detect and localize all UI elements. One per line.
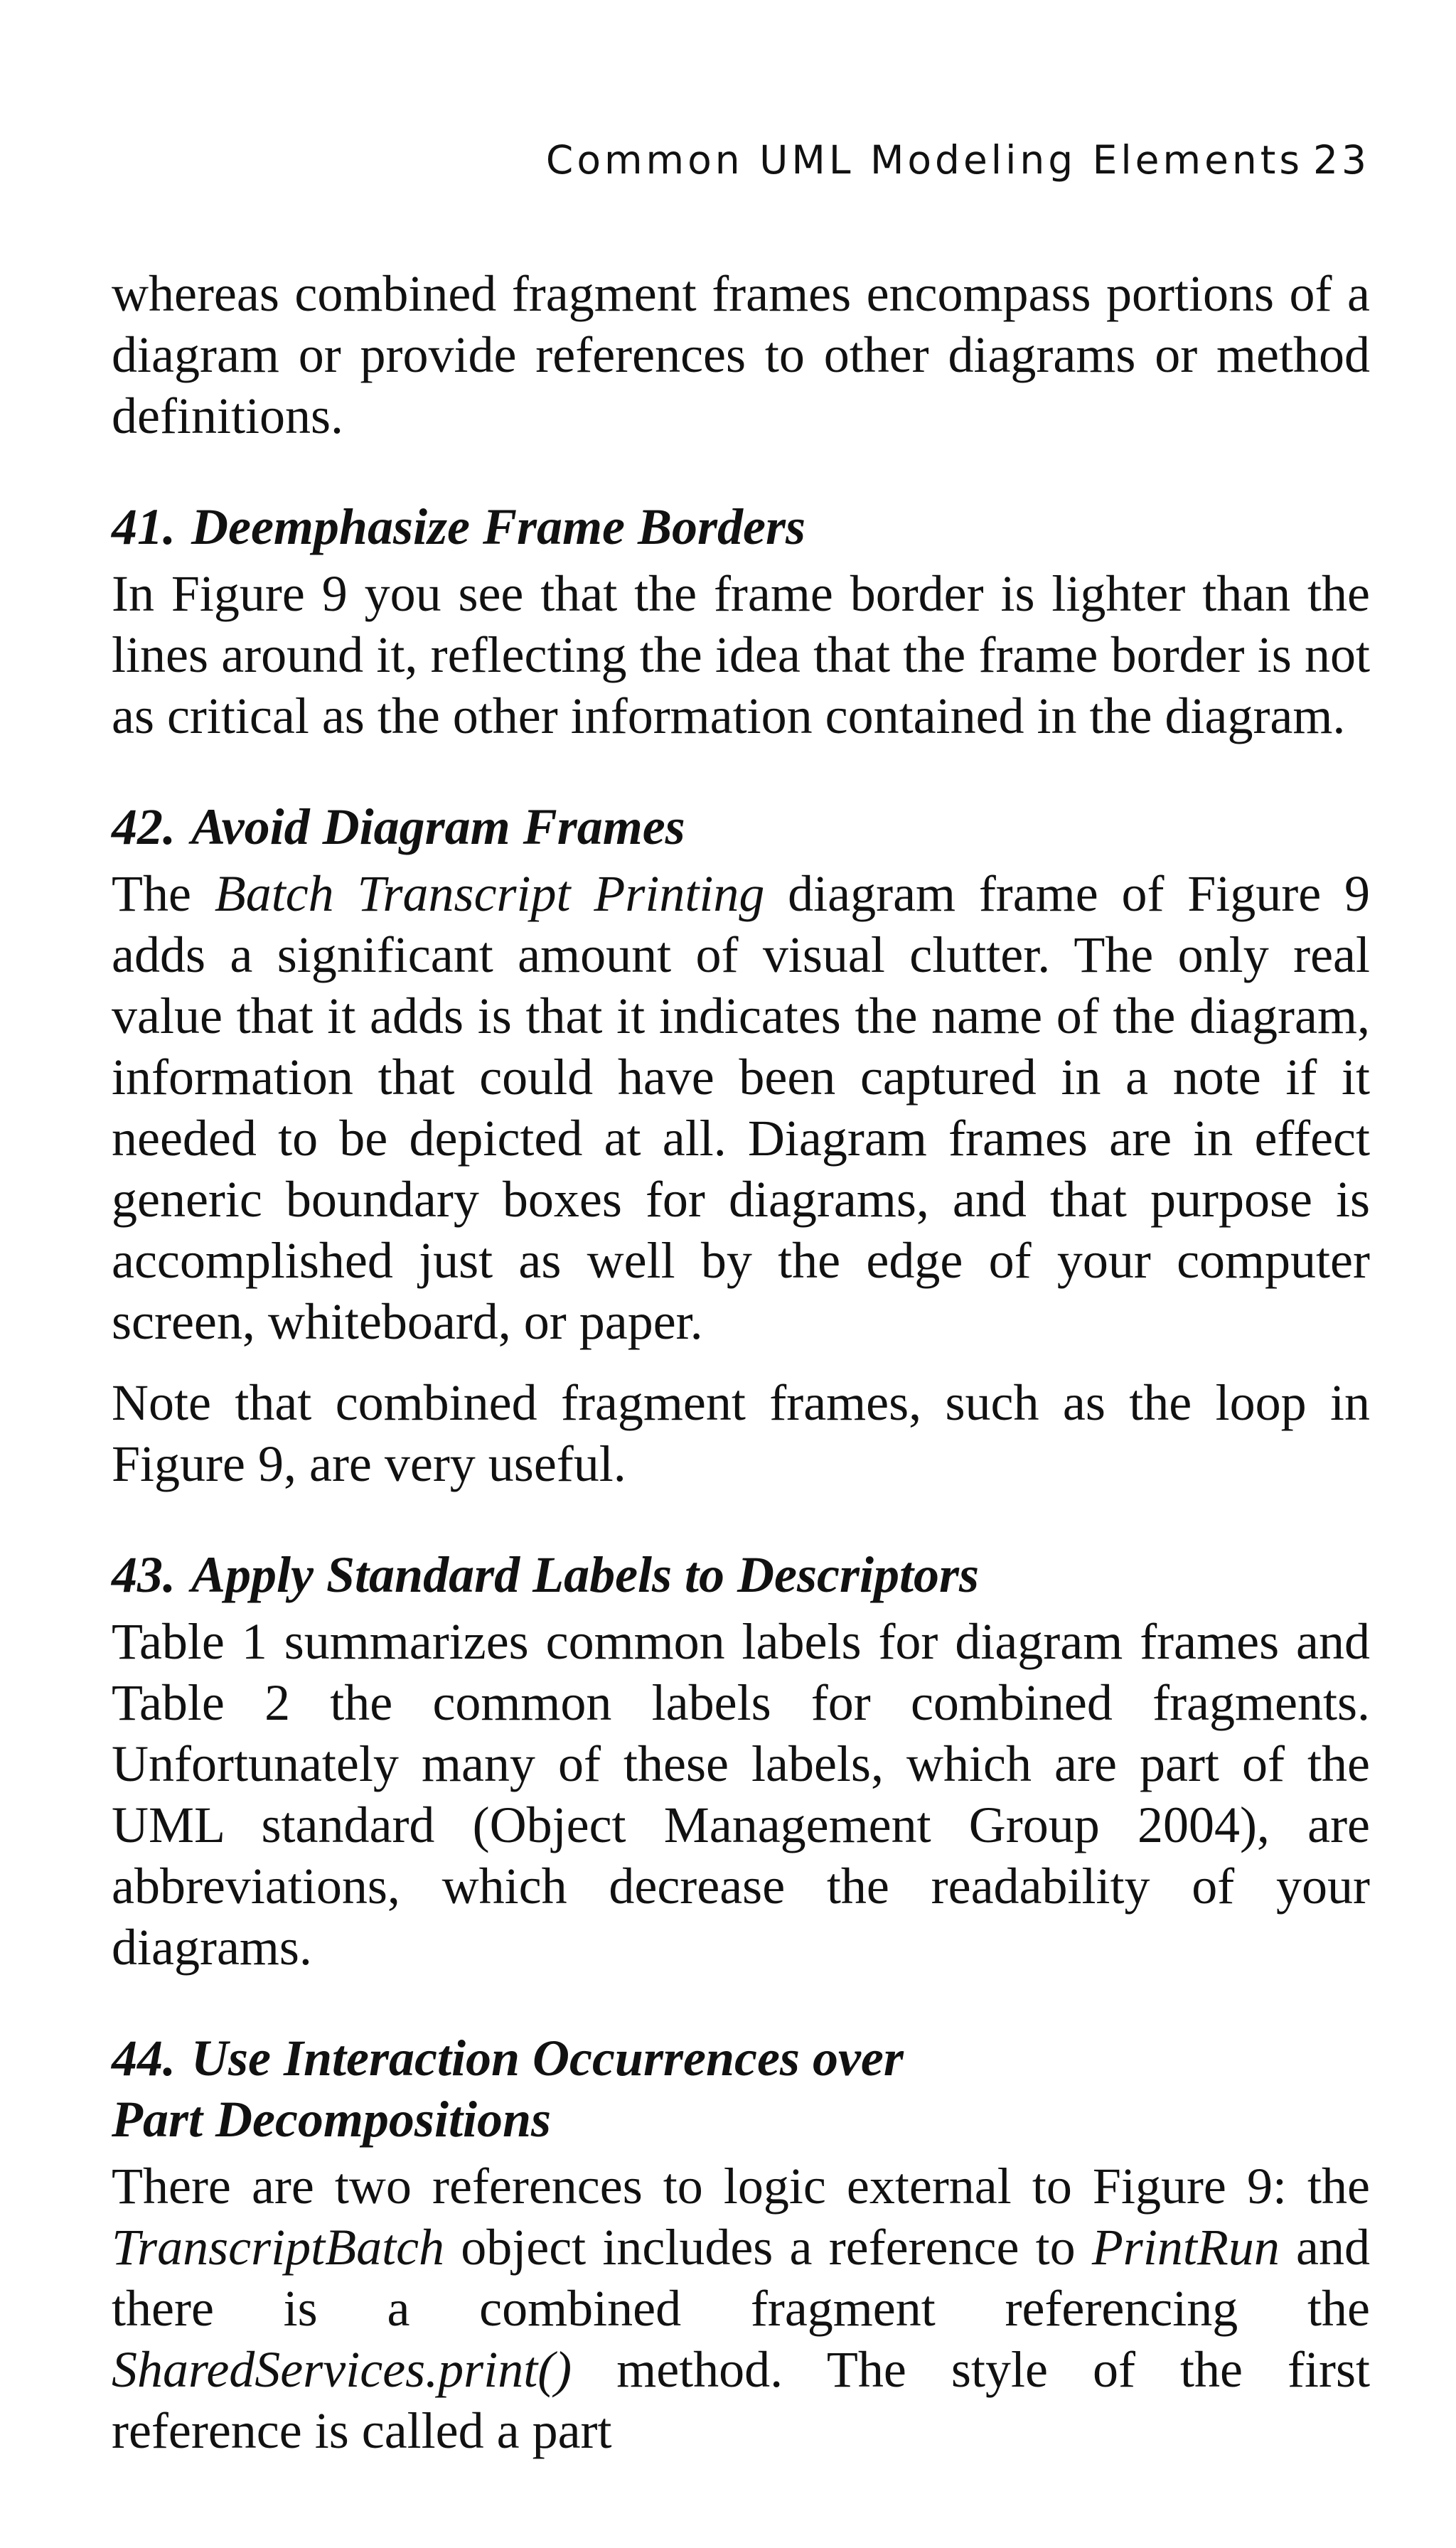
section-number: 44. <box>112 2030 176 2087</box>
section-44-paragraph <box>112 2156 1370 2461</box>
section-heading-44 <box>112 2028 1370 2150</box>
section-heading-43 <box>112 1544 1370 1605</box>
text-run: method. The style of the first reference is called a part <box>112 2341 1370 2459</box>
italic-diagram-name: Batch Transcript Printing <box>214 865 765 922</box>
section-title: Deemphasize Frame Borders <box>191 498 805 555</box>
section-number: 41. <box>112 498 176 555</box>
section-43-paragraph: Table 1 summarizes common labels for diagram frames and Table 2 the common labels for combined fragments. Unfortunately many of these labels, which are part of the UML standard (Object Management Group 2004), are abbreviations, which decrease the readability of your diagrams. <box>112 1613 1370 1976</box>
running-head <box>545 137 1370 183</box>
section-42-paragraph-2: Note that combined fragment frames, such as the loop in Figure 9, are very useful. <box>112 1374 1370 1492</box>
running-title: Common UML Modeling Elements <box>545 137 1303 183</box>
section-42-paragraph-1 <box>112 863 1370 1352</box>
text-run: object includes a reference to <box>444 2219 1092 2276</box>
section-heading-42 <box>112 796 1370 857</box>
section-title-line-2: Part Decompositions <box>112 2091 552 2148</box>
section-title: Avoid Diagram Frames <box>191 798 685 855</box>
section-41-paragraph: In Figure 9 you see that the frame border is lighter than the lines around it, reflecting the idea that the frame border is not as critical as the other information contained in the diagram. <box>112 565 1370 744</box>
section-title: Apply Standard Labels to Descriptors <box>191 1546 980 1603</box>
body-text <box>112 263 1370 2481</box>
text-run: and there is a combined fragment referencing the <box>112 2219 1370 2337</box>
section-title-line-1: Use Interaction Occurrences over <box>191 2030 904 2087</box>
italic-method-name: SharedServices.print() <box>112 2341 572 2398</box>
section-heading-41 <box>112 496 1370 557</box>
italic-object-name: PrintRun <box>1091 2219 1280 2276</box>
section-number: 43. <box>112 1546 176 1603</box>
book-page <box>112 0 1370 2548</box>
text-run: The <box>112 865 215 922</box>
text-run: There are two references to logic external to Figure 9: the <box>112 2158 1370 2215</box>
text-run: diagram frame of Figure 9 adds a significant amount of visual clutter. The only real value that it adds is that it indicates the name of the diagram, information that could have been captured in a note if it needed to be depicted at all. Diagram frames are in effect generic boundary boxes for diagrams, and that purpose is accomplished just as well by the edge of your computer screen, whiteboard, or paper. <box>112 865 1371 1350</box>
italic-object-name: TranscriptBatch <box>112 2219 445 2276</box>
section-number: 42. <box>112 798 176 855</box>
intro-paragraph: whereas combined fragment frames encompass portions of a diagram or provide references to other diagrams or method definitions. <box>112 265 1370 444</box>
page-number: 23 <box>1313 137 1370 183</box>
